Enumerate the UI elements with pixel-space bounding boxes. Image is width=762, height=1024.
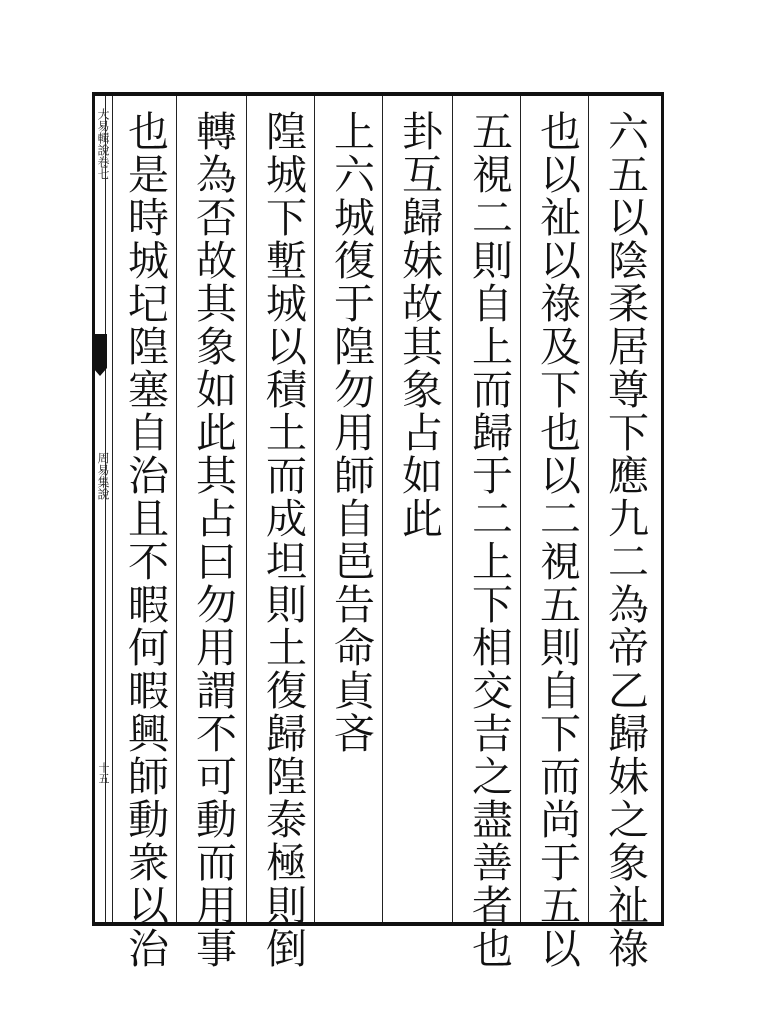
fish-tail-mark (93, 334, 107, 368)
text-column-4: 卦互歸妹故其象占如此 (395, 110, 443, 540)
text-column-6: 隍城下塹城以積土而成坦則土復歸隍泰極則倒 (259, 110, 307, 970)
column-rule (314, 96, 315, 922)
column-rule (452, 96, 453, 922)
column-rule (588, 96, 589, 922)
text-column-5: 上六城復于隍勿用師自邑告命貞吝 (327, 110, 375, 755)
text-column-3: 五視二則自上而歸于二上下相交吉之盡善者也 (465, 110, 513, 970)
text-column-2: 也以祉以祿及下也以二視五則自下而尚于五以 (533, 110, 581, 970)
margin-page-number: 十五 (97, 762, 110, 784)
column-rule (382, 96, 383, 922)
column-rule (520, 96, 521, 922)
text-column-8: 也是時城圮隍塞自治且不暇何暇興師動衆以治 (121, 110, 169, 970)
column-rule (176, 96, 177, 922)
margin-heading: 大易輯說卷七 (96, 108, 110, 180)
margin-book-title: 周易集說 (96, 452, 110, 500)
text-column-7: 轉為否故其象如此其占曰勿用謂不可動而用事 (189, 110, 237, 970)
text-column-1: 六五以陰柔居尊下應九二為帝乙歸妹之象祉祿 (601, 110, 649, 970)
page-spine (95, 96, 106, 922)
column-rule (246, 96, 247, 922)
spine-rule (112, 96, 113, 922)
